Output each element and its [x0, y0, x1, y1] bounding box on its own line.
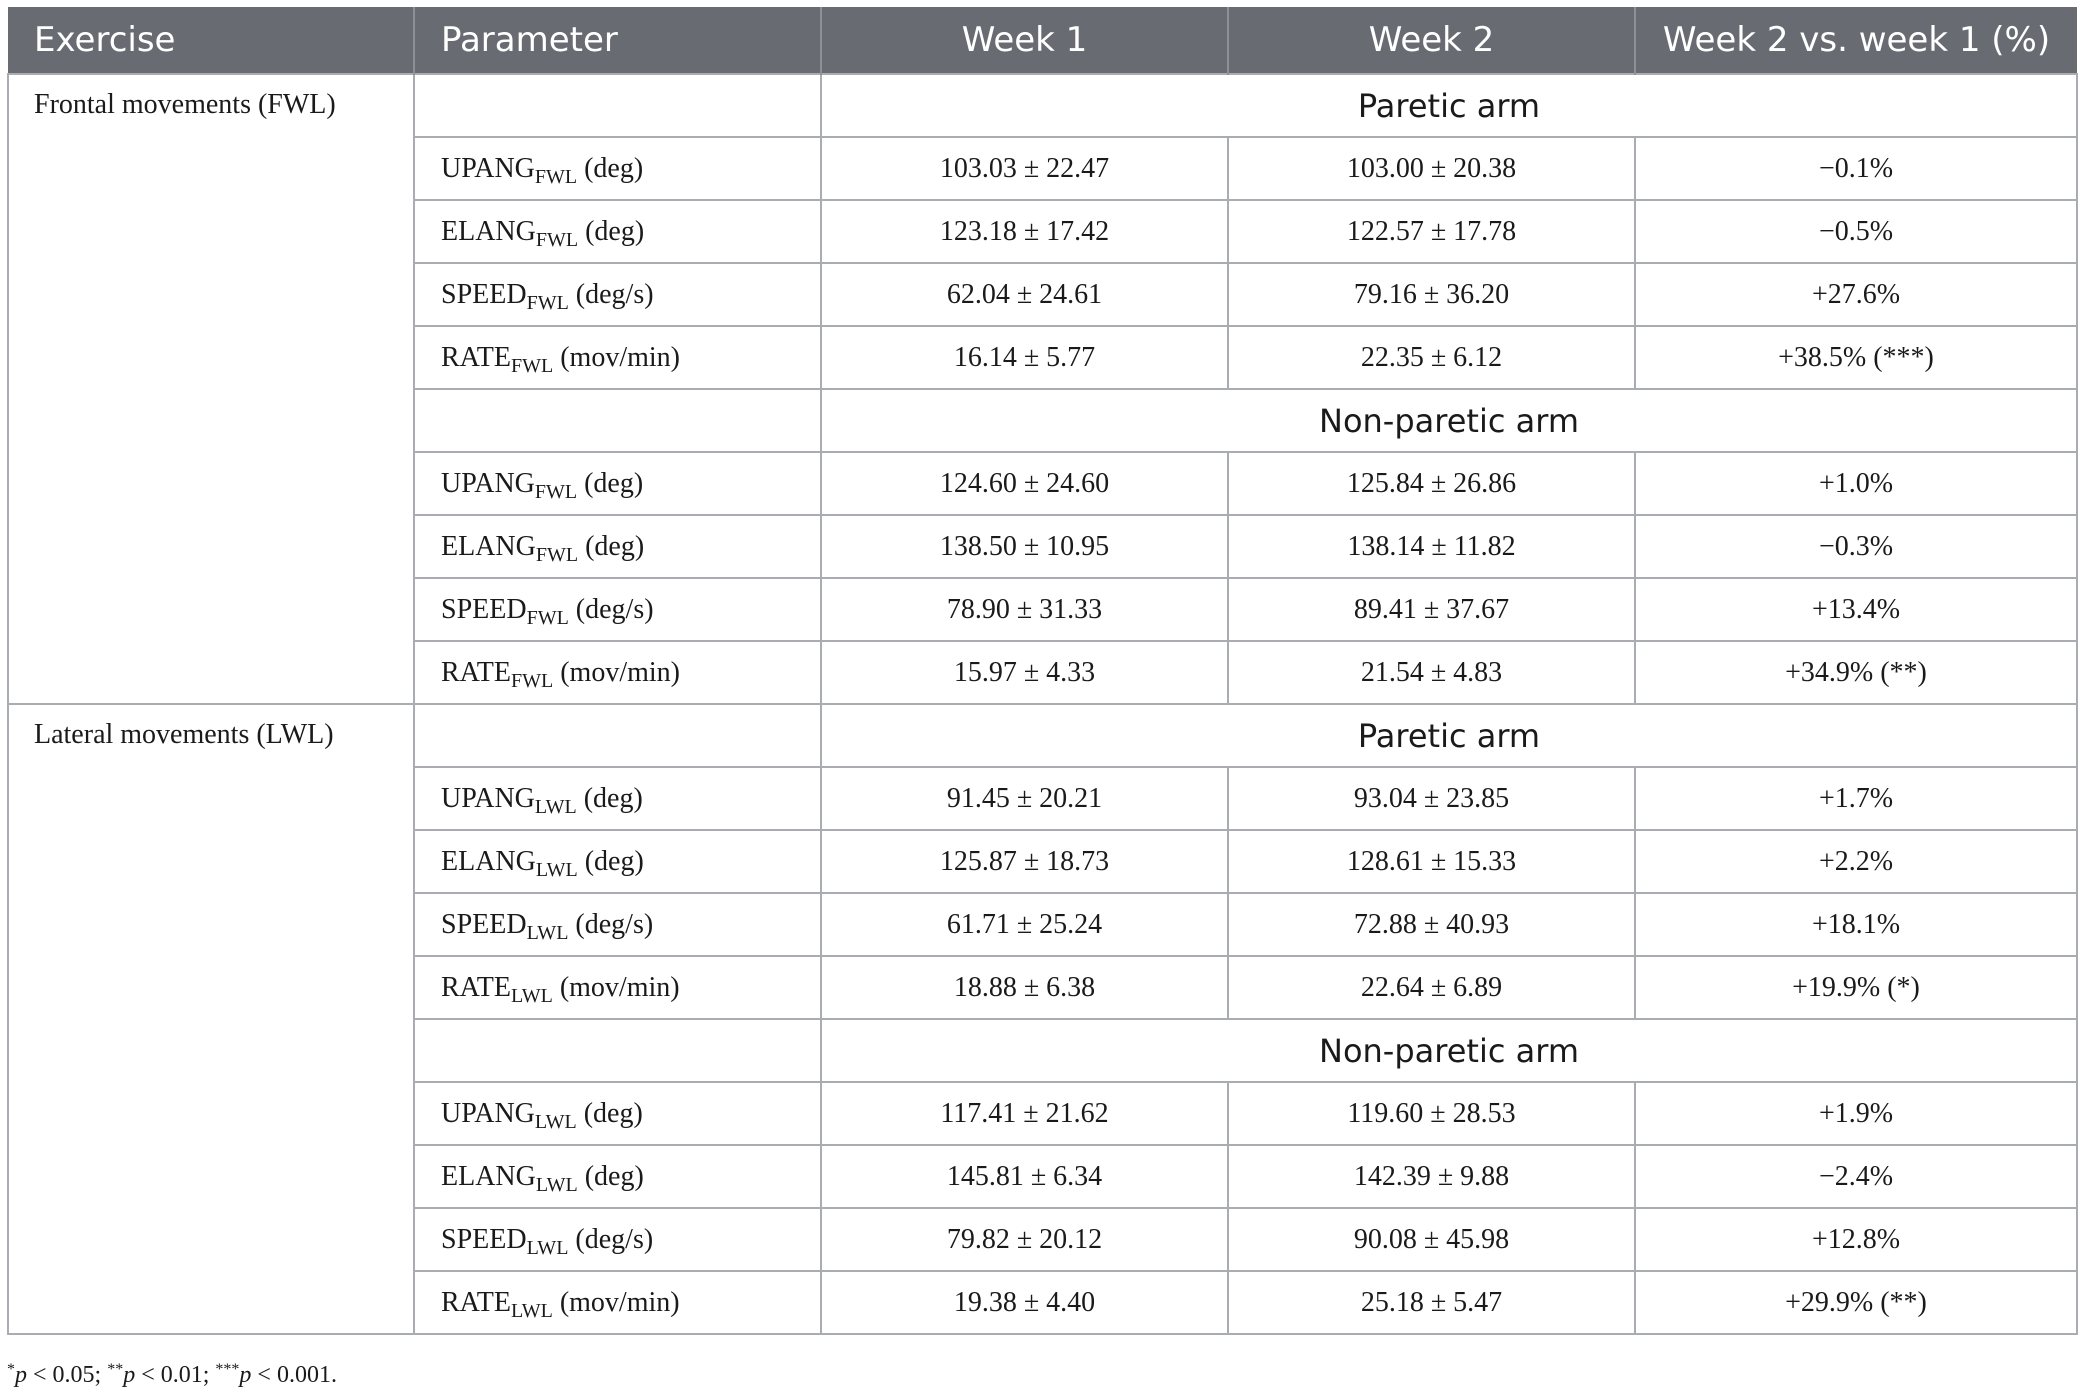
footnote-significance-stars: ***: [215, 1361, 240, 1378]
footnote-significance-stars: *: [7, 1361, 15, 1378]
parameter-name: RATE: [441, 971, 511, 1003]
week1-value: 123.18 ± 17.42: [821, 200, 1228, 263]
week1-value: 79.82 ± 20.12: [821, 1208, 1228, 1271]
parameter-unit: (deg/s): [568, 593, 654, 625]
parameter-name: ELANG: [441, 530, 536, 562]
header-exercise: Exercise: [8, 7, 414, 74]
parameter-cell: [414, 200, 821, 263]
header-week2: Week 2: [1228, 7, 1635, 74]
parameter-name: UPANG: [441, 467, 535, 499]
parameter-name: SPEED: [441, 278, 527, 310]
parameter-cell: [414, 1145, 821, 1208]
parameter-subscript: FWL: [534, 165, 578, 188]
week1-value: 15.97 ± 4.33: [821, 641, 1228, 704]
parameter-unit: (mov/min): [553, 656, 680, 688]
empty-parameter-cell: [414, 74, 821, 137]
week1-value: 145.81 ± 6.34: [821, 1145, 1228, 1208]
parameter-unit: (deg/s): [568, 908, 654, 940]
parameter-subscript: FWL: [526, 606, 569, 629]
section-title: Paretic arm: [821, 704, 2077, 767]
change-value: −2.4%: [1635, 1145, 2077, 1208]
footnote-threshold: < 0.05;: [27, 1362, 108, 1388]
table-body: [8, 74, 2077, 1334]
parameter-unit: (deg): [577, 1160, 644, 1192]
change-value: +19.9% (*): [1635, 956, 2077, 1019]
change-value: +34.9% (**): [1635, 641, 2077, 704]
parameter-unit: (deg): [578, 530, 645, 562]
parameter-subscript: LWL: [526, 921, 569, 944]
parameter-cell: [414, 1271, 821, 1334]
change-value: +18.1%: [1635, 893, 2077, 956]
change-value: +38.5% (***): [1635, 326, 2077, 389]
week2-value: 125.84 ± 26.86: [1228, 452, 1635, 515]
change-value: +1.0%: [1635, 452, 2077, 515]
parameter-subscript: LWL: [534, 1110, 577, 1133]
footnote-significance-stars: **: [107, 1361, 124, 1378]
table-header-row: [8, 7, 2077, 74]
parameter-unit: (deg): [576, 782, 643, 814]
week2-value: 90.08 ± 45.98: [1228, 1208, 1635, 1271]
parameter-subscript: LWL: [511, 984, 553, 1007]
week2-value: 142.39 ± 9.88: [1228, 1145, 1635, 1208]
week2-value: 119.60 ± 28.53: [1228, 1082, 1635, 1145]
results-table-wrapper: [7, 7, 2076, 1335]
footnote-threshold: < 0.01;: [135, 1362, 216, 1388]
change-value: −0.3%: [1635, 515, 2077, 578]
parameter-name: UPANG: [441, 152, 535, 184]
parameter-name: SPEED: [441, 593, 527, 625]
change-value: +1.9%: [1635, 1082, 2077, 1145]
section-title: Non-paretic arm: [821, 389, 2077, 452]
week2-value: 128.61 ± 15.33: [1228, 830, 1635, 893]
parameter-unit: (deg): [577, 152, 644, 184]
parameter-subscript: LWL: [535, 858, 578, 881]
week2-value: 25.18 ± 5.47: [1228, 1271, 1635, 1334]
section-title: Paretic arm: [821, 74, 2077, 137]
week2-value: 138.14 ± 11.82: [1228, 515, 1635, 578]
section-title: Non-paretic arm: [821, 1019, 2077, 1082]
week2-value: 72.88 ± 40.93: [1228, 893, 1635, 956]
empty-parameter-cell: [414, 1019, 821, 1082]
parameter-name: SPEED: [441, 908, 527, 940]
parameter-cell: [414, 137, 821, 200]
week1-value: 124.60 ± 24.60: [821, 452, 1228, 515]
footnote-p-symbol: p: [15, 1362, 27, 1388]
parameter-subscript: FWL: [534, 480, 578, 503]
parameter-cell: [414, 515, 821, 578]
header-parameter: Parameter: [414, 7, 821, 74]
header-change: Week 2 vs. week 1 (%): [1635, 7, 2077, 74]
parameter-cell: [414, 578, 821, 641]
change-value: +27.6%: [1635, 263, 2077, 326]
parameter-subscript: FWL: [535, 228, 579, 251]
change-value: −0.1%: [1635, 137, 2077, 200]
footnote-threshold: < 0.001.: [251, 1362, 337, 1388]
parameter-unit: (deg/s): [568, 278, 654, 310]
footnote-p-symbol: p: [123, 1362, 136, 1388]
week2-value: 93.04 ± 23.85: [1228, 767, 1635, 830]
parameter-subscript: FWL: [511, 354, 554, 377]
week1-value: 78.90 ± 31.33: [821, 578, 1228, 641]
parameter-cell: [414, 830, 821, 893]
parameter-subscript: LWL: [511, 1299, 553, 1322]
week1-value: 16.14 ± 5.77: [821, 326, 1228, 389]
parameter-subscript: LWL: [526, 1236, 569, 1259]
parameter-subscript: FWL: [535, 543, 579, 566]
week2-value: 21.54 ± 4.83: [1228, 641, 1635, 704]
change-value: +1.7%: [1635, 767, 2077, 830]
parameter-name: ELANG: [441, 845, 536, 877]
parameter-subscript: FWL: [526, 291, 569, 314]
week2-value: 79.16 ± 36.20: [1228, 263, 1635, 326]
exercise-cell: Frontal movements (FWL): [8, 74, 414, 704]
parameter-name: UPANG: [441, 782, 535, 814]
parameter-subscript: LWL: [534, 795, 577, 818]
change-value: −0.5%: [1635, 200, 2077, 263]
parameter-name: UPANG: [441, 1097, 535, 1129]
change-value: +13.4%: [1635, 578, 2077, 641]
change-value: +29.9% (**): [1635, 1271, 2077, 1334]
week2-value: 122.57 ± 17.78: [1228, 200, 1635, 263]
parameter-unit: (deg): [577, 467, 644, 499]
week1-value: 103.03 ± 22.47: [821, 137, 1228, 200]
parameter-subscript: FWL: [511, 669, 554, 692]
parameter-unit: (deg/s): [568, 1223, 654, 1255]
week1-value: 138.50 ± 10.95: [821, 515, 1228, 578]
section-row: [8, 74, 2077, 137]
parameter-name: ELANG: [441, 1160, 536, 1192]
week2-value: 22.64 ± 6.89: [1228, 956, 1635, 1019]
week1-value: 19.38 ± 4.40: [821, 1271, 1228, 1334]
empty-parameter-cell: [414, 704, 821, 767]
empty-parameter-cell: [414, 389, 821, 452]
results-table: [7, 7, 2078, 1335]
parameter-cell: [414, 1082, 821, 1145]
parameter-cell: [414, 641, 821, 704]
week1-value: 125.87 ± 18.73: [821, 830, 1228, 893]
parameter-unit: (mov/min): [552, 1286, 680, 1318]
header-week1: Week 1: [821, 7, 1228, 74]
parameter-cell: [414, 452, 821, 515]
parameter-cell: [414, 1208, 821, 1271]
week2-value: 89.41 ± 37.67: [1228, 578, 1635, 641]
parameter-cell: [414, 893, 821, 956]
exercise-cell: Lateral movements (LWL): [8, 704, 414, 1334]
parameter-cell: [414, 263, 821, 326]
parameter-unit: (deg): [577, 845, 644, 877]
table-footnote: [7, 1362, 337, 1389]
change-value: +12.8%: [1635, 1208, 2077, 1271]
parameter-cell: [414, 326, 821, 389]
parameter-name: SPEED: [441, 1223, 527, 1255]
week2-value: 103.00 ± 20.38: [1228, 137, 1635, 200]
change-value: +2.2%: [1635, 830, 2077, 893]
week1-value: 62.04 ± 24.61: [821, 263, 1228, 326]
parameter-subscript: LWL: [535, 1173, 578, 1196]
parameter-cell: [414, 767, 821, 830]
parameter-cell: [414, 956, 821, 1019]
parameter-name: ELANG: [441, 215, 536, 247]
parameter-unit: (mov/min): [553, 341, 680, 373]
parameter-name: RATE: [441, 1286, 511, 1318]
footnote-p-symbol: p: [239, 1362, 252, 1388]
section-row: [8, 704, 2077, 767]
week1-value: 18.88 ± 6.38: [821, 956, 1228, 1019]
week1-value: 91.45 ± 20.21: [821, 767, 1228, 830]
parameter-unit: (deg): [576, 1097, 643, 1129]
week1-value: 117.41 ± 21.62: [821, 1082, 1228, 1145]
parameter-name: RATE: [441, 341, 511, 373]
week1-value: 61.71 ± 25.24: [821, 893, 1228, 956]
parameter-unit: (mov/min): [552, 971, 680, 1003]
week2-value: 22.35 ± 6.12: [1228, 326, 1635, 389]
parameter-name: RATE: [441, 656, 511, 688]
parameter-unit: (deg): [578, 215, 645, 247]
